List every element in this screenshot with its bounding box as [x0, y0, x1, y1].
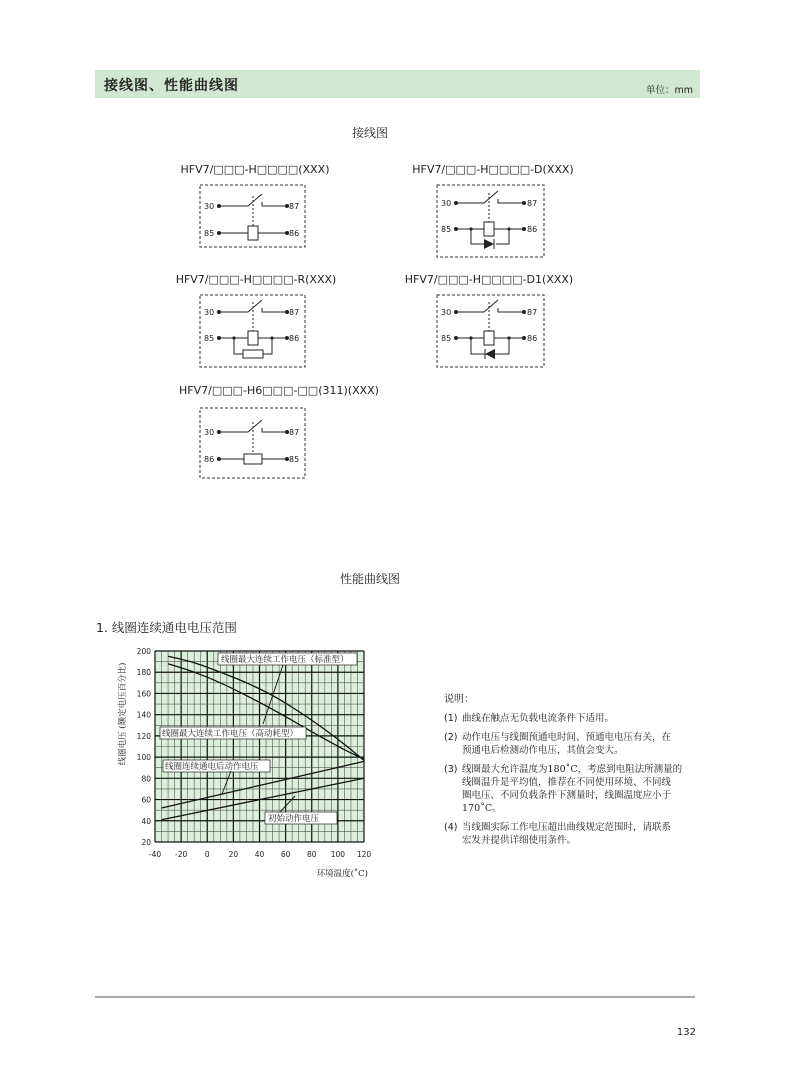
y-tick-label: 120 — [136, 731, 151, 741]
diode-symbol — [484, 239, 494, 249]
terminal-label: 30 — [204, 428, 215, 437]
x-tick-label: 0 — [204, 850, 210, 859]
wiring-diagram-3 — [176, 273, 337, 367]
note-line: 宏发并提供详细使用条件。 — [462, 835, 577, 846]
note-number: (4) — [444, 822, 458, 833]
notes-list — [444, 712, 683, 846]
relay-schematic — [454, 191, 526, 249]
x-axis-label: 环境温度(˚C) — [316, 869, 368, 879]
x-tick-label: -20 — [175, 850, 188, 859]
x-tick-label: 80 — [306, 850, 317, 859]
note-line: 预通电后检测动作电压，其值会变大。 — [462, 745, 624, 756]
x-tick-label: 40 — [254, 850, 265, 859]
note-item-2 — [444, 731, 672, 756]
section-title: 1. 线圈连续通电电压范围 — [96, 620, 237, 635]
terminal-label: 86 — [289, 229, 300, 238]
diagram-model-label: HFV7/□□□-H□□□□-D1(XXX) — [404, 273, 574, 286]
wiring-title: 接线图 — [351, 126, 389, 140]
diagram-model-label: HFV7/□□□-H6□□□-□□(311)(XXX) — [179, 384, 379, 397]
header-unit: 单位：mm — [645, 85, 693, 96]
diagram-model-label: HFV7/□□□-H□□□□(XXX) — [180, 163, 330, 176]
note-item-3 — [444, 763, 683, 814]
terminal-label: 87 — [527, 199, 538, 208]
note-line: 线圈温升是平均值，推荐在不同使用环境、不同线 — [462, 777, 672, 788]
wiring-diagram-5 — [179, 384, 379, 478]
y-tick-label: 140 — [136, 710, 151, 720]
terminal-label: 86 — [289, 334, 300, 343]
relay-schematic — [217, 300, 289, 358]
note-item-4 — [444, 821, 672, 846]
y-tick-label: 100 — [136, 753, 151, 763]
curve-label-after-energized — [163, 760, 270, 772]
curve-label-initial — [265, 812, 337, 824]
y-tick-label: 180 — [136, 668, 151, 678]
terminal-label: 85 — [441, 225, 452, 234]
note-line: 当线圈实际工作电压超出曲线规定范围时，请联系 — [462, 822, 672, 833]
diagram-frame — [437, 185, 544, 257]
y-tick-label: 80 — [141, 774, 151, 784]
x-tick-label: 60 — [280, 850, 291, 859]
curve-label-high-power — [160, 727, 306, 739]
note-line: 动作电压与线圈预通电时间、预通电电压有关，在 — [462, 732, 672, 743]
y-tick-label: 20 — [141, 838, 151, 847]
note-item-1 — [444, 712, 614, 724]
performance-title: 性能曲线图 — [339, 572, 401, 586]
terminal-label: 85 — [289, 455, 300, 464]
terminal-label: 87 — [527, 308, 538, 317]
diode-symbol — [485, 349, 495, 359]
voltage-range-chart — [117, 647, 371, 879]
note-line: 线圈最大允许温度为180˚C，考虑到电阻法所测量的 — [462, 764, 683, 775]
y-tick-label: 40 — [141, 816, 151, 826]
diagram-model-label: HFV7/□□□-H□□□□-D(XXX) — [412, 163, 574, 176]
notes — [444, 692, 683, 846]
terminal-label: 86 — [204, 455, 215, 464]
x-tick-label: 120 — [356, 850, 372, 859]
y-tick-label: 160 — [136, 689, 151, 699]
y-tick-label: 200 — [136, 647, 151, 656]
terminal-label: 85 — [204, 334, 215, 343]
terminal-label: 30 — [441, 308, 452, 317]
terminal-label: 86 — [527, 225, 538, 234]
series-label: 线圈最大连续工作电压（高动耗型） — [162, 729, 299, 739]
curve-label-standard — [218, 653, 357, 665]
series-label: 线圈连续通电后动作电压 — [165, 762, 259, 772]
terminal-label: 85 — [204, 229, 215, 238]
series-label: 线圈最大连续工作电压（标准型） — [221, 655, 349, 665]
terminal-label: 86 — [527, 334, 538, 343]
note-number: (1) — [444, 713, 458, 724]
y-tick-label: 60 — [141, 795, 151, 805]
terminal-label: 85 — [441, 334, 452, 343]
relay-schematic — [217, 194, 289, 240]
x-tick-label: 100 — [330, 850, 346, 859]
terminal-label: 87 — [289, 428, 300, 437]
wiring-diagram-4 — [405, 273, 573, 367]
diagram-model-label: HFV7/□□□-H□□□□-R(XXX) — [175, 273, 337, 286]
terminal-label: 87 — [289, 308, 300, 317]
x-tick-label: 20 — [228, 850, 239, 859]
note-line: 170˚C。 — [462, 803, 502, 814]
note-number: (3) — [444, 764, 458, 775]
page-number: 132 — [676, 1027, 696, 1038]
y-axis-label: 线圈电压 (额定电压百分比) — [118, 662, 128, 766]
terminal-label: 30 — [204, 202, 215, 211]
note-line: 曲线在触点无负载电流条件下适用。 — [462, 713, 615, 724]
relay-schematic — [454, 300, 526, 359]
note-number: (2) — [444, 732, 458, 743]
note-line: 圈电压、不同负载条件下测量时，线圈温度应小于 — [462, 790, 672, 801]
relay-schematic — [217, 420, 289, 464]
wiring-diagram-1 — [180, 163, 329, 247]
terminal-label: 87 — [289, 202, 300, 211]
terminal-label: 30 — [204, 308, 215, 317]
terminal-label: 30 — [441, 199, 452, 208]
x-tick-label: -40 — [148, 850, 162, 859]
series-label: 初始动作电压 — [268, 814, 320, 824]
header-title: 接线图、性能曲线图 — [104, 78, 239, 94]
wiring-diagram-2 — [412, 163, 573, 257]
notes-heading: 说明： — [444, 694, 474, 705]
resistor-symbol — [243, 350, 263, 358]
